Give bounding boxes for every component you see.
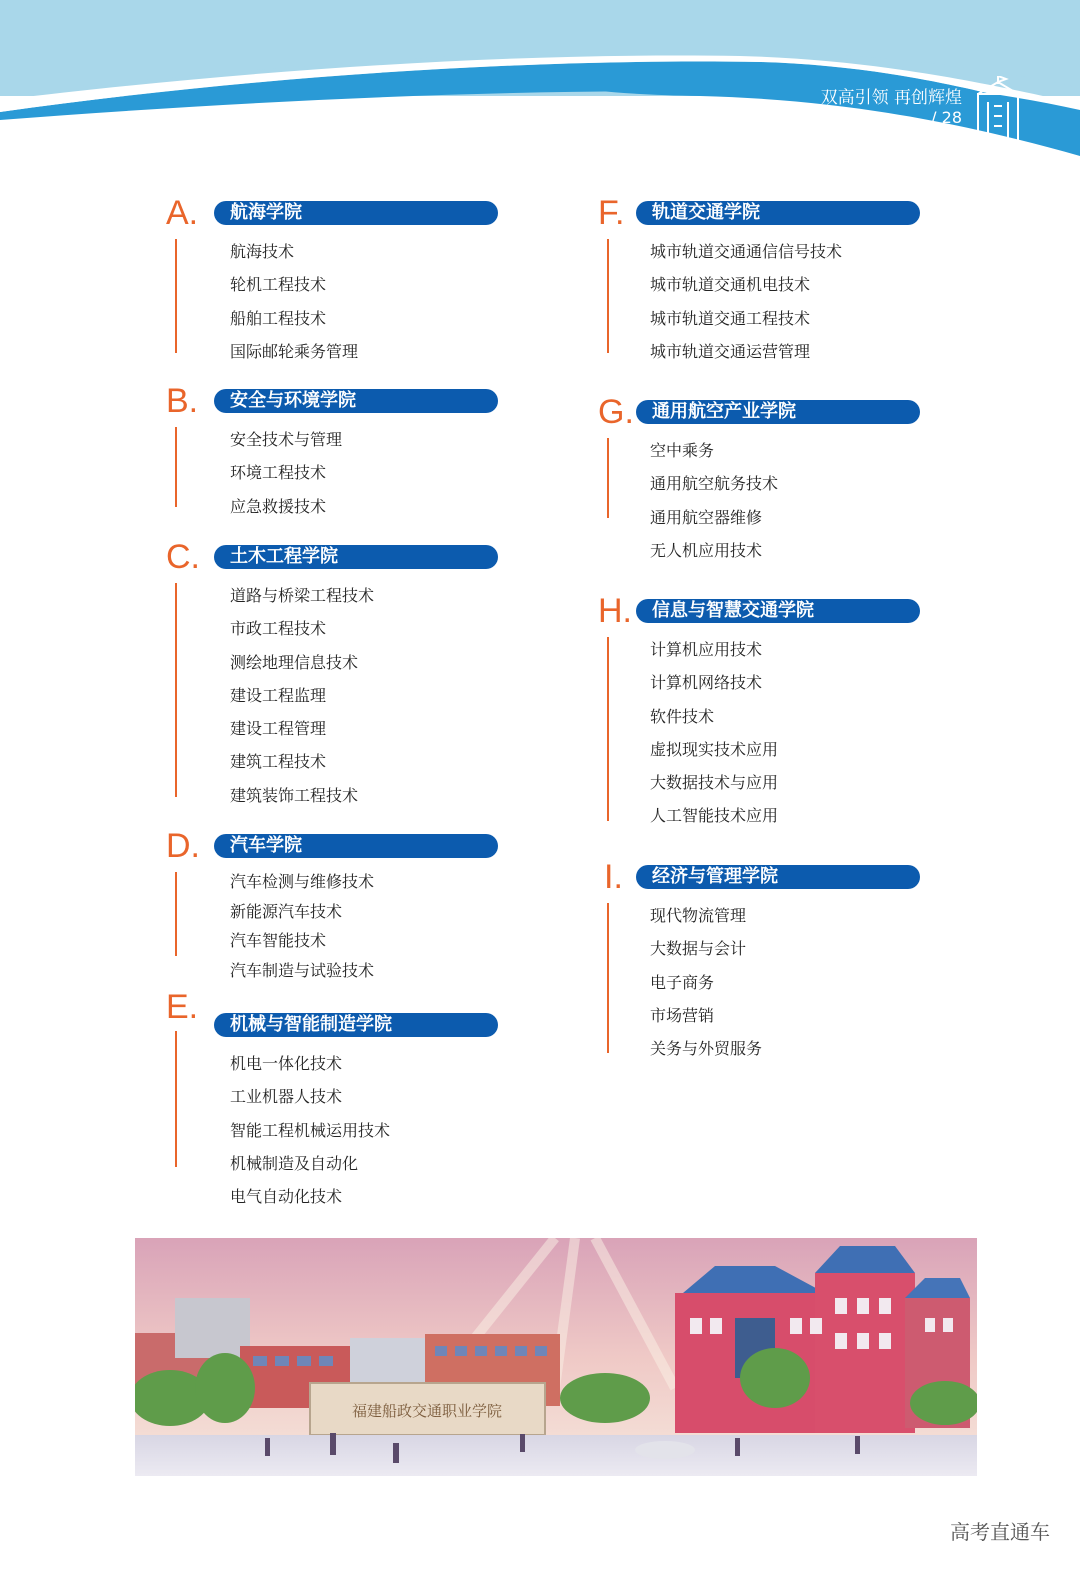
program-item: 通用航空航务技术 (650, 474, 779, 494)
program-item: 电子商务 (650, 972, 715, 992)
program-item: 轮机工程技术 (230, 275, 327, 295)
program-item: 大数据与会计 (650, 939, 747, 959)
program-item: 新能源汽车技术 (230, 901, 343, 921)
section-letter: B. (166, 382, 199, 420)
program-item: 无人机应用技术 (650, 540, 763, 560)
section-letter: E. (166, 988, 199, 1026)
section-divider (175, 583, 177, 797)
program-list (650, 235, 842, 368)
section-title: 航海学院 (214, 201, 498, 225)
program-item: 道路与桥梁工程技术 (230, 586, 375, 605)
program-item: 工业机器人技术 (230, 1087, 343, 1107)
program-item: 国际邮轮乘务管理 (230, 341, 359, 361)
section-title: 土木工程学院 (214, 545, 498, 569)
section-title: 信息与智慧交通学院 (636, 599, 920, 623)
watermark: 高考直通车 (950, 1520, 1050, 1544)
program-item: 市场营销 (650, 1005, 715, 1025)
program-item: 城市轨道交通运营管理 (650, 341, 811, 361)
program-item: 软件技术 (650, 706, 715, 726)
program-item: 城市轨道交通通信信号技术 (650, 242, 843, 261)
program-item: 计算机应用技术 (650, 640, 763, 659)
program-item: 机械制造及自动化 (230, 1153, 359, 1173)
section-title: 通用航空产业学院 (636, 400, 920, 424)
page-number: / 28 (931, 108, 962, 127)
section-title: 机械与智能制造学院 (214, 1013, 498, 1037)
program-item: 大数据技术与应用 (650, 773, 779, 793)
section-letter: F. (598, 194, 625, 232)
program-item: 建筑装饰工程技术 (230, 785, 359, 805)
program-list (650, 633, 778, 833)
program-item: 城市轨道交通工程技术 (650, 308, 811, 328)
section-letter: A. (166, 194, 199, 232)
section-title: 轨道交通学院 (636, 201, 920, 225)
program-list (230, 579, 374, 812)
program-list (650, 899, 762, 1065)
program-item: 应急救援技术 (230, 496, 327, 516)
gate-sign: 福建船政交通职业学院 (351, 1402, 503, 1420)
building-icon (972, 76, 1024, 146)
header-slogan: 双高引领 再创辉煌 (820, 88, 962, 108)
section-divider (175, 872, 177, 956)
section-divider (175, 1031, 177, 1167)
program-item: 建设工程监理 (230, 685, 327, 705)
program-item: 测绘地理信息技术 (230, 652, 359, 672)
section-divider (175, 427, 177, 507)
program-item: 船舶工程技术 (230, 308, 327, 328)
section-title: 经济与管理学院 (636, 865, 920, 889)
program-list (230, 235, 358, 368)
section-letter: I. (604, 858, 623, 896)
program-item: 智能工程机械运用技术 (230, 1120, 391, 1140)
program-item: 汽车检测与维修技术 (230, 872, 375, 891)
program-item: 城市轨道交通机电技术 (650, 275, 811, 295)
program-item: 环境工程技术 (230, 463, 327, 483)
program-item: 建设工程管理 (230, 719, 327, 739)
section-letter: H. (598, 592, 632, 630)
program-item: 通用航空器维修 (650, 507, 763, 527)
program-item: 现代物流管理 (650, 906, 747, 925)
section-title: 安全与环境学院 (214, 389, 498, 413)
header-wave (0, 0, 1080, 170)
section-divider (607, 239, 609, 353)
program-item: 市政工程技术 (230, 619, 327, 639)
section-letter: C. (166, 538, 200, 576)
section-title: 汽车学院 (214, 834, 498, 858)
program-item: 关务与外贸服务 (650, 1039, 763, 1059)
section-divider (607, 438, 609, 518)
program-list (230, 867, 374, 985)
section-letter: G. (598, 393, 634, 431)
program-list (230, 423, 342, 523)
program-item: 汽车智能技术 (230, 931, 327, 950)
program-item: 电气自动化技术 (230, 1187, 343, 1207)
campus-painting (135, 1238, 977, 1476)
program-item: 机电一体化技术 (230, 1054, 343, 1073)
program-item: 虚拟现实技术应用 (650, 739, 779, 759)
section-divider (607, 637, 609, 821)
program-list (650, 434, 778, 567)
program-list (230, 1047, 390, 1213)
program-item: 汽车制造与试验技术 (230, 960, 375, 980)
program-item: 建筑工程技术 (230, 752, 327, 772)
header-slogan-block (821, 88, 962, 128)
program-item: 人工智能技术应用 (650, 806, 779, 826)
campus-illustration (135, 1238, 977, 1476)
program-item: 航海技术 (230, 242, 295, 261)
section-divider (607, 903, 609, 1053)
page-header (0, 0, 1080, 170)
section-divider (175, 239, 177, 353)
program-item: 空中乘务 (650, 441, 715, 460)
program-item: 计算机网络技术 (650, 673, 763, 693)
section-letter: D. (166, 827, 200, 865)
program-item: 安全技术与管理 (230, 430, 343, 449)
